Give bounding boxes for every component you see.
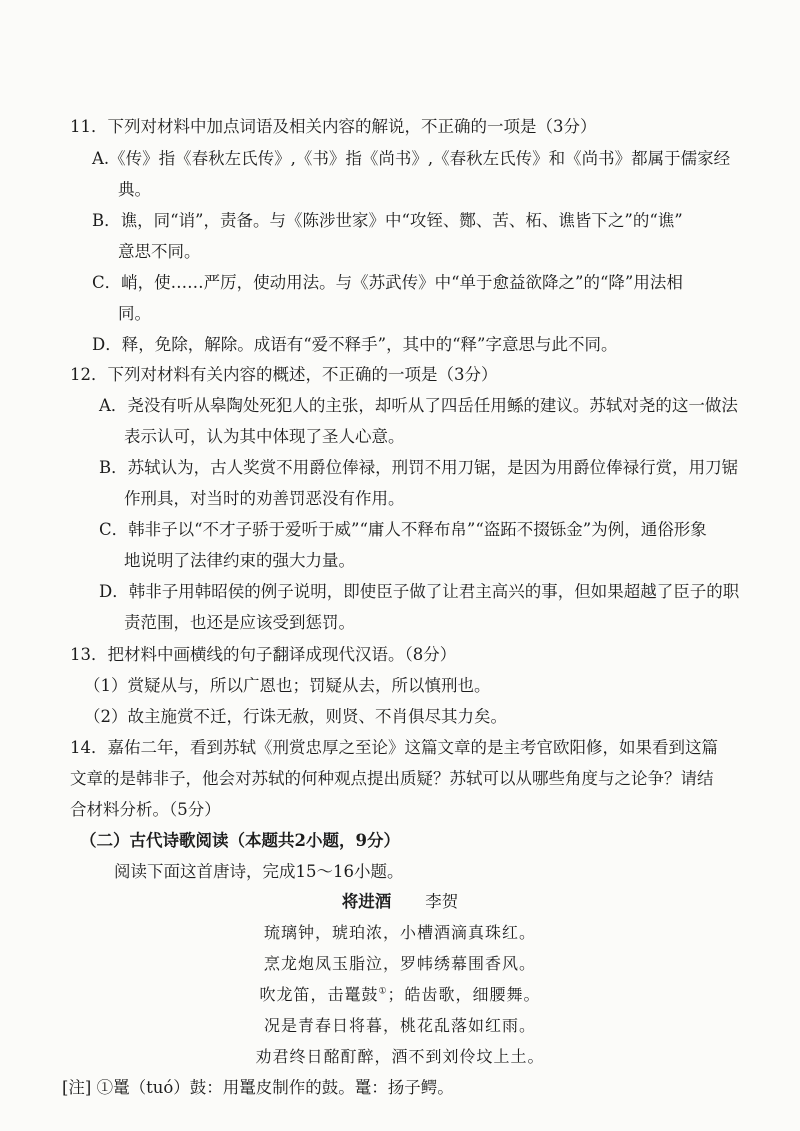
poem-line: 琉璃钟，琥珀浓，小槽酒滴真珠红。 xyxy=(263,923,536,942)
q12-option-c: C．韩非子以“不才子骄于爱听于威”“庸人不释布帛”“盗跖不掇铄金”为例，通俗形象 xyxy=(99,520,707,539)
poem-line: 况是青春日将暮，桃花乱落如红雨。 xyxy=(263,1016,536,1035)
q12-option-a: A．尧没有听从皋陶处死犯人的主张，却听从了四岳任用鲧的建议。苏轼对尧的这一做法 xyxy=(99,396,738,415)
q12-stem: 12．下列对材料有关内容的概述，不正确的一项是（3分） xyxy=(70,365,498,384)
q11-option-b: B．谯，同“诮”，责备。与《陈涉世家》中“攻铚、酂、苦、柘、谯皆下之”的“谯” xyxy=(92,211,683,230)
poem-title: 将进酒 xyxy=(341,892,392,911)
q11-option-c: C．峭，使……严厉，使动用法。与《苏武传》中“单于愈益欲降之”的“降”用法相 xyxy=(92,273,683,292)
poem-line xyxy=(0,984,800,1006)
q12-option-b: B．苏轼认为，古人奖赏不用爵位俸禄，刑罚不用刀锯，是因为用爵位俸禄行赏，用刀锯 xyxy=(99,458,739,477)
poem-line: 劝君终日酩酊醉，酒不到刘伶坟上土。 xyxy=(255,1047,545,1066)
q11-stem: 11．下列对材料中加点词语及相关内容的解说，不正确的一项是（3分） xyxy=(70,117,597,136)
q12-option-a-cont: 表示认可，认为其中体现了圣人心意。 xyxy=(124,427,405,446)
q14-line-3: 合材料分析。（5分） xyxy=(70,800,221,819)
q11-option-a-cont: 典。 xyxy=(118,180,151,199)
q11-option-c-cont: 同。 xyxy=(118,304,151,323)
q12-option-d-cont: 责范围，也还是应该受到惩罚。 xyxy=(124,613,355,632)
section-intro: 阅读下面这首唐诗，完成15～16小题。 xyxy=(114,862,404,881)
poem-author: 李贺 xyxy=(425,892,459,911)
q13-sentence-2: （2）故主施赏不迁，行诛无赦，则贤、不肖俱尽其力矣。 xyxy=(84,707,507,726)
q11-option-a: A.《传》指《春秋左氏传》,《书》指《尚书》,《春秋左氏传》和《尚书》都属于儒家经 xyxy=(92,149,731,168)
poem-line-part: ；皓齿歌，细腰舞。 xyxy=(387,985,541,1004)
q14-line-2: 文章的是韩非子，他会对苏轼的何种观点提出质疑？苏轼可以从哪些角度与之论争？请结 xyxy=(70,769,714,788)
footnote-marker: ① xyxy=(378,986,388,997)
q13-stem: 13．把材料中画横线的句子翻译成现代汉语。（8分） xyxy=(70,645,457,664)
q11-option-d: D．释，免除，解除。成语有“爱不释手”，其中的“释”字意思与此不同。 xyxy=(92,335,618,354)
q13-sentence-1: （1）赏疑从与，所以广恩也；罚疑从去，所以慎刑也。 xyxy=(84,676,491,695)
poem-line: 烹龙炮凤玉脂泣，罗帏绣幕围香风。 xyxy=(263,954,536,973)
q12-option-c-cont: 地说明了法律约束的强大力量。 xyxy=(124,551,355,570)
poem-line-part: 吹龙笛，击鼍鼓 xyxy=(259,985,379,1004)
section-heading: （二）古代诗歌阅读（本题共2小题，9分） xyxy=(80,831,400,850)
q11-option-b-cont: 意思不同。 xyxy=(118,242,201,261)
footnote: [注] ①鼍（tuó）鼓：用鼍皮制作的鼓。鼍：扬子鳄。 xyxy=(62,1078,454,1097)
q12-option-d: D．韩非子用韩昭侯的例子说明，即使臣子做了让君主高兴的事，但如果超越了臣子的职 xyxy=(99,582,740,601)
poem-header xyxy=(0,891,800,913)
q12-option-b-cont: 作刑具，对当时的劝善罚恶没有作用。 xyxy=(124,489,405,508)
q14-line-1: 14．嘉佑二年，看到苏轼《刑赏忠厚之至论》这篇文章的是主考官欧阳修，如果看到这篇 xyxy=(70,738,718,757)
